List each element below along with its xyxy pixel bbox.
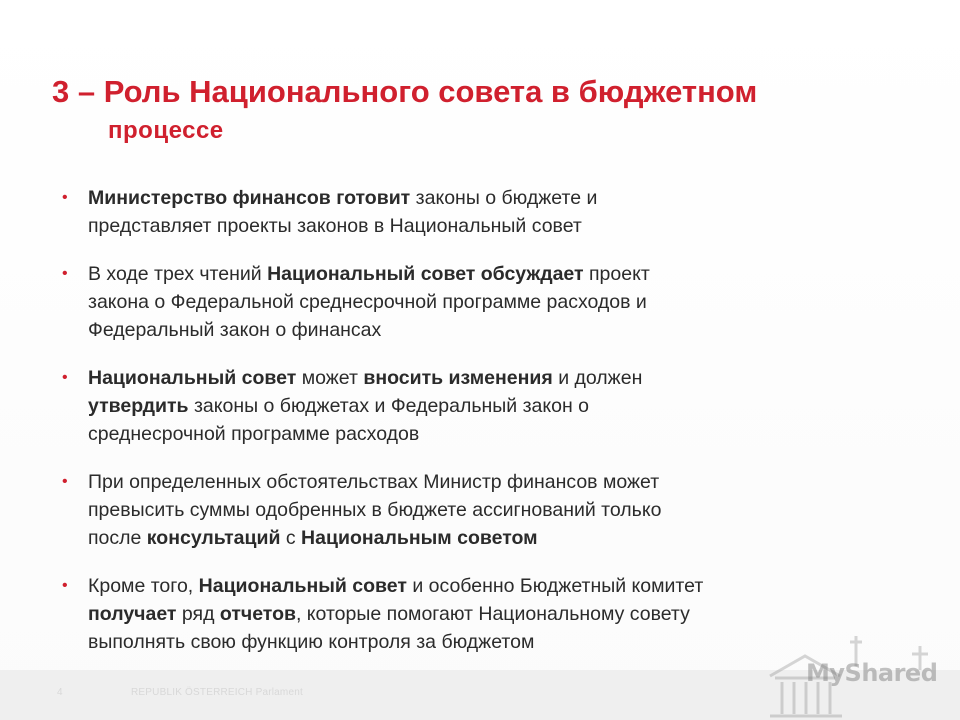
page-number: 4 — [57, 687, 63, 698]
slide-title — [52, 70, 912, 148]
bullet-text: Кроме того, — [88, 575, 199, 597]
bullet-text: и должен — [552, 367, 643, 389]
bullet-text: может — [296, 367, 364, 389]
bullet-item — [62, 260, 862, 344]
bullet-text: и особенно Бюджетный комитет — [406, 575, 704, 597]
title-line-1: 3 – Роль Национального совета в бюджетном — [52, 74, 758, 109]
bullet-text-bold: отчетов — [219, 603, 296, 625]
bullet-text-bold: Национальный совет — [88, 367, 297, 389]
bullet-text-bold: Национальный совет — [198, 575, 407, 597]
bullet-text: выполнять свою функцию контроля за бюджетом — [88, 631, 535, 653]
bullet-text: Федеральный закон о финансах — [88, 319, 382, 341]
bullet-text: законы о бюджетах и Федеральный закон о — [188, 395, 590, 417]
bullet-text: При определенных обстоятельствах Министр финансов может — [88, 471, 660, 493]
bullet-text: представляет проекты законов в Национальный совет — [88, 215, 582, 237]
bullet-item — [62, 572, 862, 656]
watermark-text: MyShared — [806, 659, 938, 687]
bullet-marker: • — [62, 473, 68, 490]
title-line-2: процессе — [108, 117, 224, 144]
bullet-text-bold: получает — [88, 603, 177, 625]
bullet-text: среднесрочной программе расходов — [88, 423, 420, 445]
bullet-item — [62, 184, 862, 240]
bullet-list — [62, 184, 862, 676]
bullet-marker: • — [62, 265, 68, 282]
bullet-text: , которые помогают Национальному совету — [295, 603, 690, 625]
bullet-marker: • — [62, 369, 68, 386]
bullet-text: с — [280, 527, 302, 549]
bullet-marker: • — [62, 577, 68, 594]
bullet-text: превысить суммы одобренных в бюджете ассигнований только — [88, 499, 662, 521]
bullet-text-bold: консультаций — [146, 527, 281, 549]
bullet-marker: • — [62, 189, 68, 206]
bullet-text: ряд — [176, 603, 220, 625]
bullet-item — [62, 468, 862, 552]
bullet-text: законы о бюджете и — [410, 187, 598, 209]
bullet-text-bold: Министерство финансов готовит — [88, 187, 411, 209]
footer-organization: REPUBLIK ÖSTERREICH Parlament — [131, 687, 303, 698]
bullet-text-bold: вносить изменения — [363, 367, 553, 389]
bullet-text: проект — [583, 263, 650, 285]
bullet-text-bold: Национальный совет обсуждает — [267, 263, 584, 285]
bullet-text: закона о Федеральной среднесрочной программе расходов и — [88, 291, 647, 313]
bullet-item — [62, 364, 862, 448]
bullet-text: В ходе трех чтений — [88, 263, 268, 285]
bullet-text-bold: Национальным советом — [301, 527, 538, 549]
bullet-text-bold: утвердить — [88, 395, 189, 417]
bullet-text: после — [88, 527, 147, 549]
